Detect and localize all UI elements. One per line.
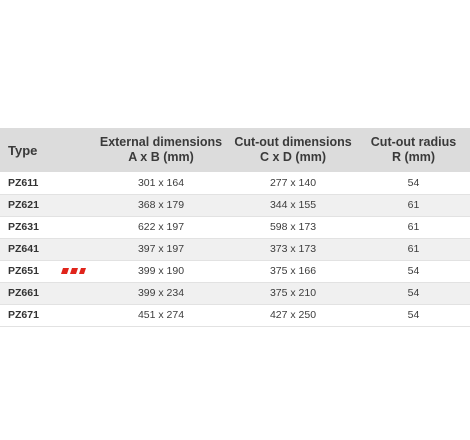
- cell-radius: 61: [357, 238, 470, 260]
- cell-radius: 54: [357, 260, 470, 282]
- table-row: [0, 216, 470, 238]
- cell-marker: [58, 216, 93, 238]
- header-type: Type: [8, 142, 38, 158]
- cell-type: PZ641: [0, 238, 58, 260]
- cell-external: 368 x 179: [93, 194, 229, 216]
- cell-marker: [58, 282, 93, 304]
- header-radius-title: Cut-out radius: [370, 135, 457, 149]
- cell-external: 301 x 164: [93, 172, 229, 194]
- header-external-unit: A x B (mm): [128, 150, 194, 164]
- cell-radius: 61: [357, 194, 470, 216]
- header-cutout-title: Cut-out dimensions: [234, 135, 352, 149]
- cell-type: PZ661: [0, 282, 58, 304]
- cell-type: PZ671: [0, 304, 58, 326]
- table-header-row: [0, 128, 470, 172]
- table-row: [0, 260, 470, 282]
- cell-marker: [58, 304, 93, 326]
- cell-external: 397 x 197: [93, 238, 229, 260]
- cell-type: PZ651: [0, 260, 58, 282]
- cell-marker: [58, 238, 93, 260]
- cell-radius: 54: [357, 172, 470, 194]
- cell-external: 622 x 197: [93, 216, 229, 238]
- header-external-title: External dimensions: [99, 135, 223, 149]
- cell-cutout: 375 x 166: [229, 260, 357, 282]
- table-row: [0, 304, 470, 326]
- cell-type: PZ631: [0, 216, 58, 238]
- red-stripes-icon: [60, 268, 86, 274]
- cell-marker: [58, 260, 93, 282]
- table-row: [0, 282, 470, 304]
- header-external-dimensions: [93, 128, 229, 172]
- table-row: [0, 194, 470, 216]
- table-row: [0, 238, 470, 260]
- table-row: [0, 172, 470, 194]
- dimensions-table: [0, 128, 470, 327]
- cell-type: PZ621: [0, 194, 58, 216]
- header-marker: [58, 128, 93, 172]
- cell-cutout: 277 x 140: [229, 172, 357, 194]
- cell-cutout: 427 x 250: [229, 304, 357, 326]
- cell-cutout: 375 x 210: [229, 282, 357, 304]
- cell-external: 451 x 274: [93, 304, 229, 326]
- cell-radius: 61: [357, 216, 470, 238]
- cell-radius: 54: [357, 304, 470, 326]
- header-cutout-unit: C x D (mm): [260, 150, 326, 164]
- cell-radius: 54: [357, 282, 470, 304]
- cell-type: PZ611: [0, 172, 58, 194]
- cell-external: 399 x 190: [93, 260, 229, 282]
- cell-cutout: 598 x 173: [229, 216, 357, 238]
- cell-external: 399 x 234: [93, 282, 229, 304]
- header-cutout-radius: [357, 128, 470, 172]
- header-radius-unit: R (mm): [391, 150, 436, 164]
- cell-cutout: 344 x 155: [229, 194, 357, 216]
- cell-marker: [58, 194, 93, 216]
- header-cutout-dimensions: [229, 128, 357, 172]
- cell-marker: [58, 172, 93, 194]
- cell-cutout: 373 x 173: [229, 238, 357, 260]
